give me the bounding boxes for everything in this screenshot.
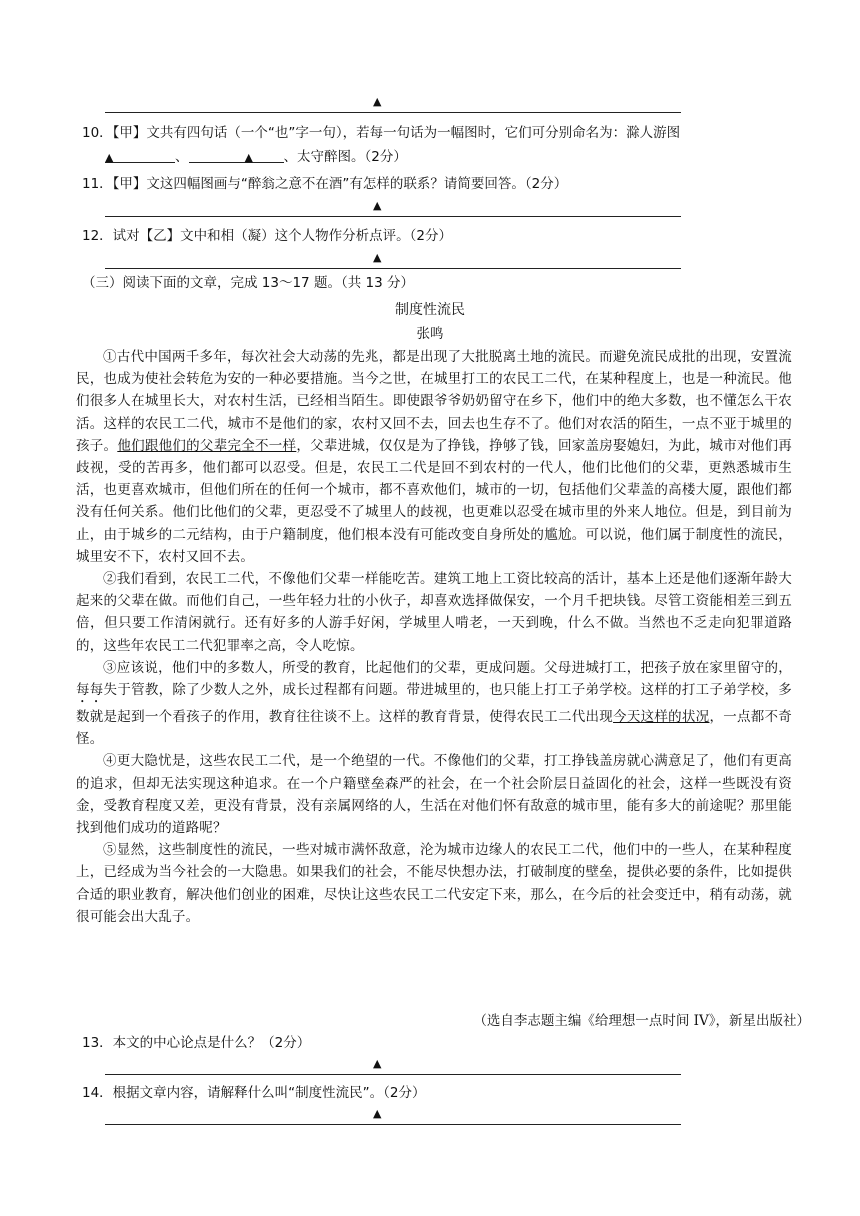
paragraph-2: ②我们看到，农民工二代，不像他们父辈一样能吃苦。建筑工地上工资比较高的活计，基本上还是他们逐渐年龄大起来的父辈在做。而他们自己，一些年轻力壮的小伙子，却喜欢选择做保安，一个月千把块钱。尽管工资能相差三到五倍，但只要工作清闲就行。还有好多的人游手好闲，学城里人啃老，一天到晚，什么不做。当然也不乏走向犯罪道路的，这些年农民工二代犯罪率之高，令人吃惊。 xyxy=(76,571,792,654)
article-body xyxy=(76,346,792,928)
answer-marker: ▲ xyxy=(105,151,114,164)
answer-marker: ▲ xyxy=(373,1107,382,1120)
section-heading: （三）阅读下面的文章，完成 13～17 题。（共 13 分） xyxy=(82,275,414,291)
answer-line[interactable] xyxy=(105,250,681,269)
question-10-blanks xyxy=(105,146,407,168)
separator: 、 xyxy=(175,149,189,165)
paragraph-1: ①古代中国两千多年，每次社会大动荡的先兆，都是出现了大批脱离土地的流民。而避免流民成批的出现，安置流民，也成为使社会转危为安的一种必要措施。当今之世，在城里打工的农民工二代，在某种程度上，也是一种流民。他们很多人在城里长大，对农村生活，已经相当陌生。即使跟爷爷奶奶留守在乡下，他们中的绝大多数，也不懂怎么干农活。这样的农民工二代，城市不是他们的家，农村又回不去，回去也生存不了。他们对农活的陌生，一点不亚于城里的孩子。他们跟他们的父辈完全不一样，父辈进城，仅仅是为了挣钱，挣够了钱，回家盖房娶媳妇，为此，城市对他们再歧视，受的苦再多，他们都可以忍受。但是，农民工二代是回不到农村的一代人，他们比他们的父辈，更熟悉城市生活，也更喜欢城市，但他们所在的任何一个城市，都不喜欢他们，城市的一切，包括他们父辈盖的高楼大厦，跟他们都没有任何关系。他们比他们的父辈，更忍受不了城里人的歧视，也更难以忍受在城市里的外来人地位。但是，到目前为止，由于城乡的二元结构，由于户籍制度，他们根本没有可能改变自身所处的尴尬。可以说，他们属于制度性的流民，城里安不下，农村又回不去。 xyxy=(76,349,792,565)
paragraph-3: ③应该说，他们中的多数人，所受的教育，比起他们的父辈，更成问题。父母进城打工，把孩子放在家里留守的，每每失于管教，除了少数人之外，成长过程都有问题。带进城里的，也只能上打工子弟学校。这样的打工子弟学校，多数就是起到一个看孩子的作用，教育往往谈不上。这样的教育背景，使得农民工二代出现今天这样的状况，一点都不奇怪。 xyxy=(76,659,793,748)
article-source: （选自李志题主编《给理想一点时间 IV》，新星出版社） xyxy=(473,1013,810,1029)
question-11: 11．【甲】文这四幅图画与“醉翁之意不在酒”有怎样的联系？请简要回答。（2分） xyxy=(82,176,568,192)
article-title: 制度性流民 xyxy=(395,302,465,318)
question-14: 14．根据文章内容，请解释什么叫“制度性流民”。（2分） xyxy=(82,1085,426,1101)
question-10-tail: 、太守醉图。（2分） xyxy=(283,149,407,165)
answer-marker: ▲ xyxy=(373,95,382,108)
question-12: 12．试对【乙】文中和相（凝）这个人物作分析点评。（2分） xyxy=(82,228,453,244)
paragraph-5: ⑤显然，这些制度性的流民，一些对城市满怀敌意，沦为城市边缘人的农民工二代，他们中的一些人，在某种程度上，已经成为当今社会的一大隐患。如果我们的社会，不能尽快想办法，打破制度的壁垒，提供必要的条件，比如提供合适的职业教育，解决他们创业的困难，尽快让这些农民工二代安定下来，那么，在今后的社会变迁中，稍有动荡，就很可能会出大乱子。 xyxy=(76,842,792,925)
question-13: 13．本文的中心论点是什么？（2分） xyxy=(82,1035,311,1051)
underlined-phrase: 他们跟他们的父辈完全不一样 xyxy=(117,437,297,454)
answer-marker: ▲ xyxy=(373,1057,382,1070)
dotted-phrase: 每每 xyxy=(76,682,104,699)
question-10: 10．【甲】文共有四句话（一个“也”字一句），若每一句话为一幅图时，它们可分别命名为：滁人游图 xyxy=(82,125,681,141)
answer-marker: ▲ xyxy=(373,251,382,264)
answer-line[interactable] xyxy=(105,198,681,217)
answer-line[interactable] xyxy=(105,1056,681,1075)
answer-marker: ▲ xyxy=(373,199,382,212)
blank-1[interactable] xyxy=(105,148,175,163)
answer-marker: ▲ xyxy=(244,151,253,164)
paragraph-4: ④更大隐忧是，这些农民工二代，是一个绝望的一代。不像他们的父辈，打工挣钱盖房就心满意足了，他们有更高的追求，但却无法实现这种追求。在一个户籍壁垒森严的社会，在一个社会阶层日益固化的社会，这样一些既没有资金，受教育程度又差，更没有背景，没有亲属网络的人，生活在对他们怀有敌意的城市里，能有多大的前途呢？那里能找到他们成功的道路呢？ xyxy=(76,753,792,837)
answer-line[interactable] xyxy=(105,1106,681,1125)
blank-2[interactable] xyxy=(189,148,284,163)
article-author: 张鸣 xyxy=(416,326,444,342)
underlined-phrase: 今天这样的状况 xyxy=(613,709,710,726)
answer-line[interactable] xyxy=(105,94,681,113)
